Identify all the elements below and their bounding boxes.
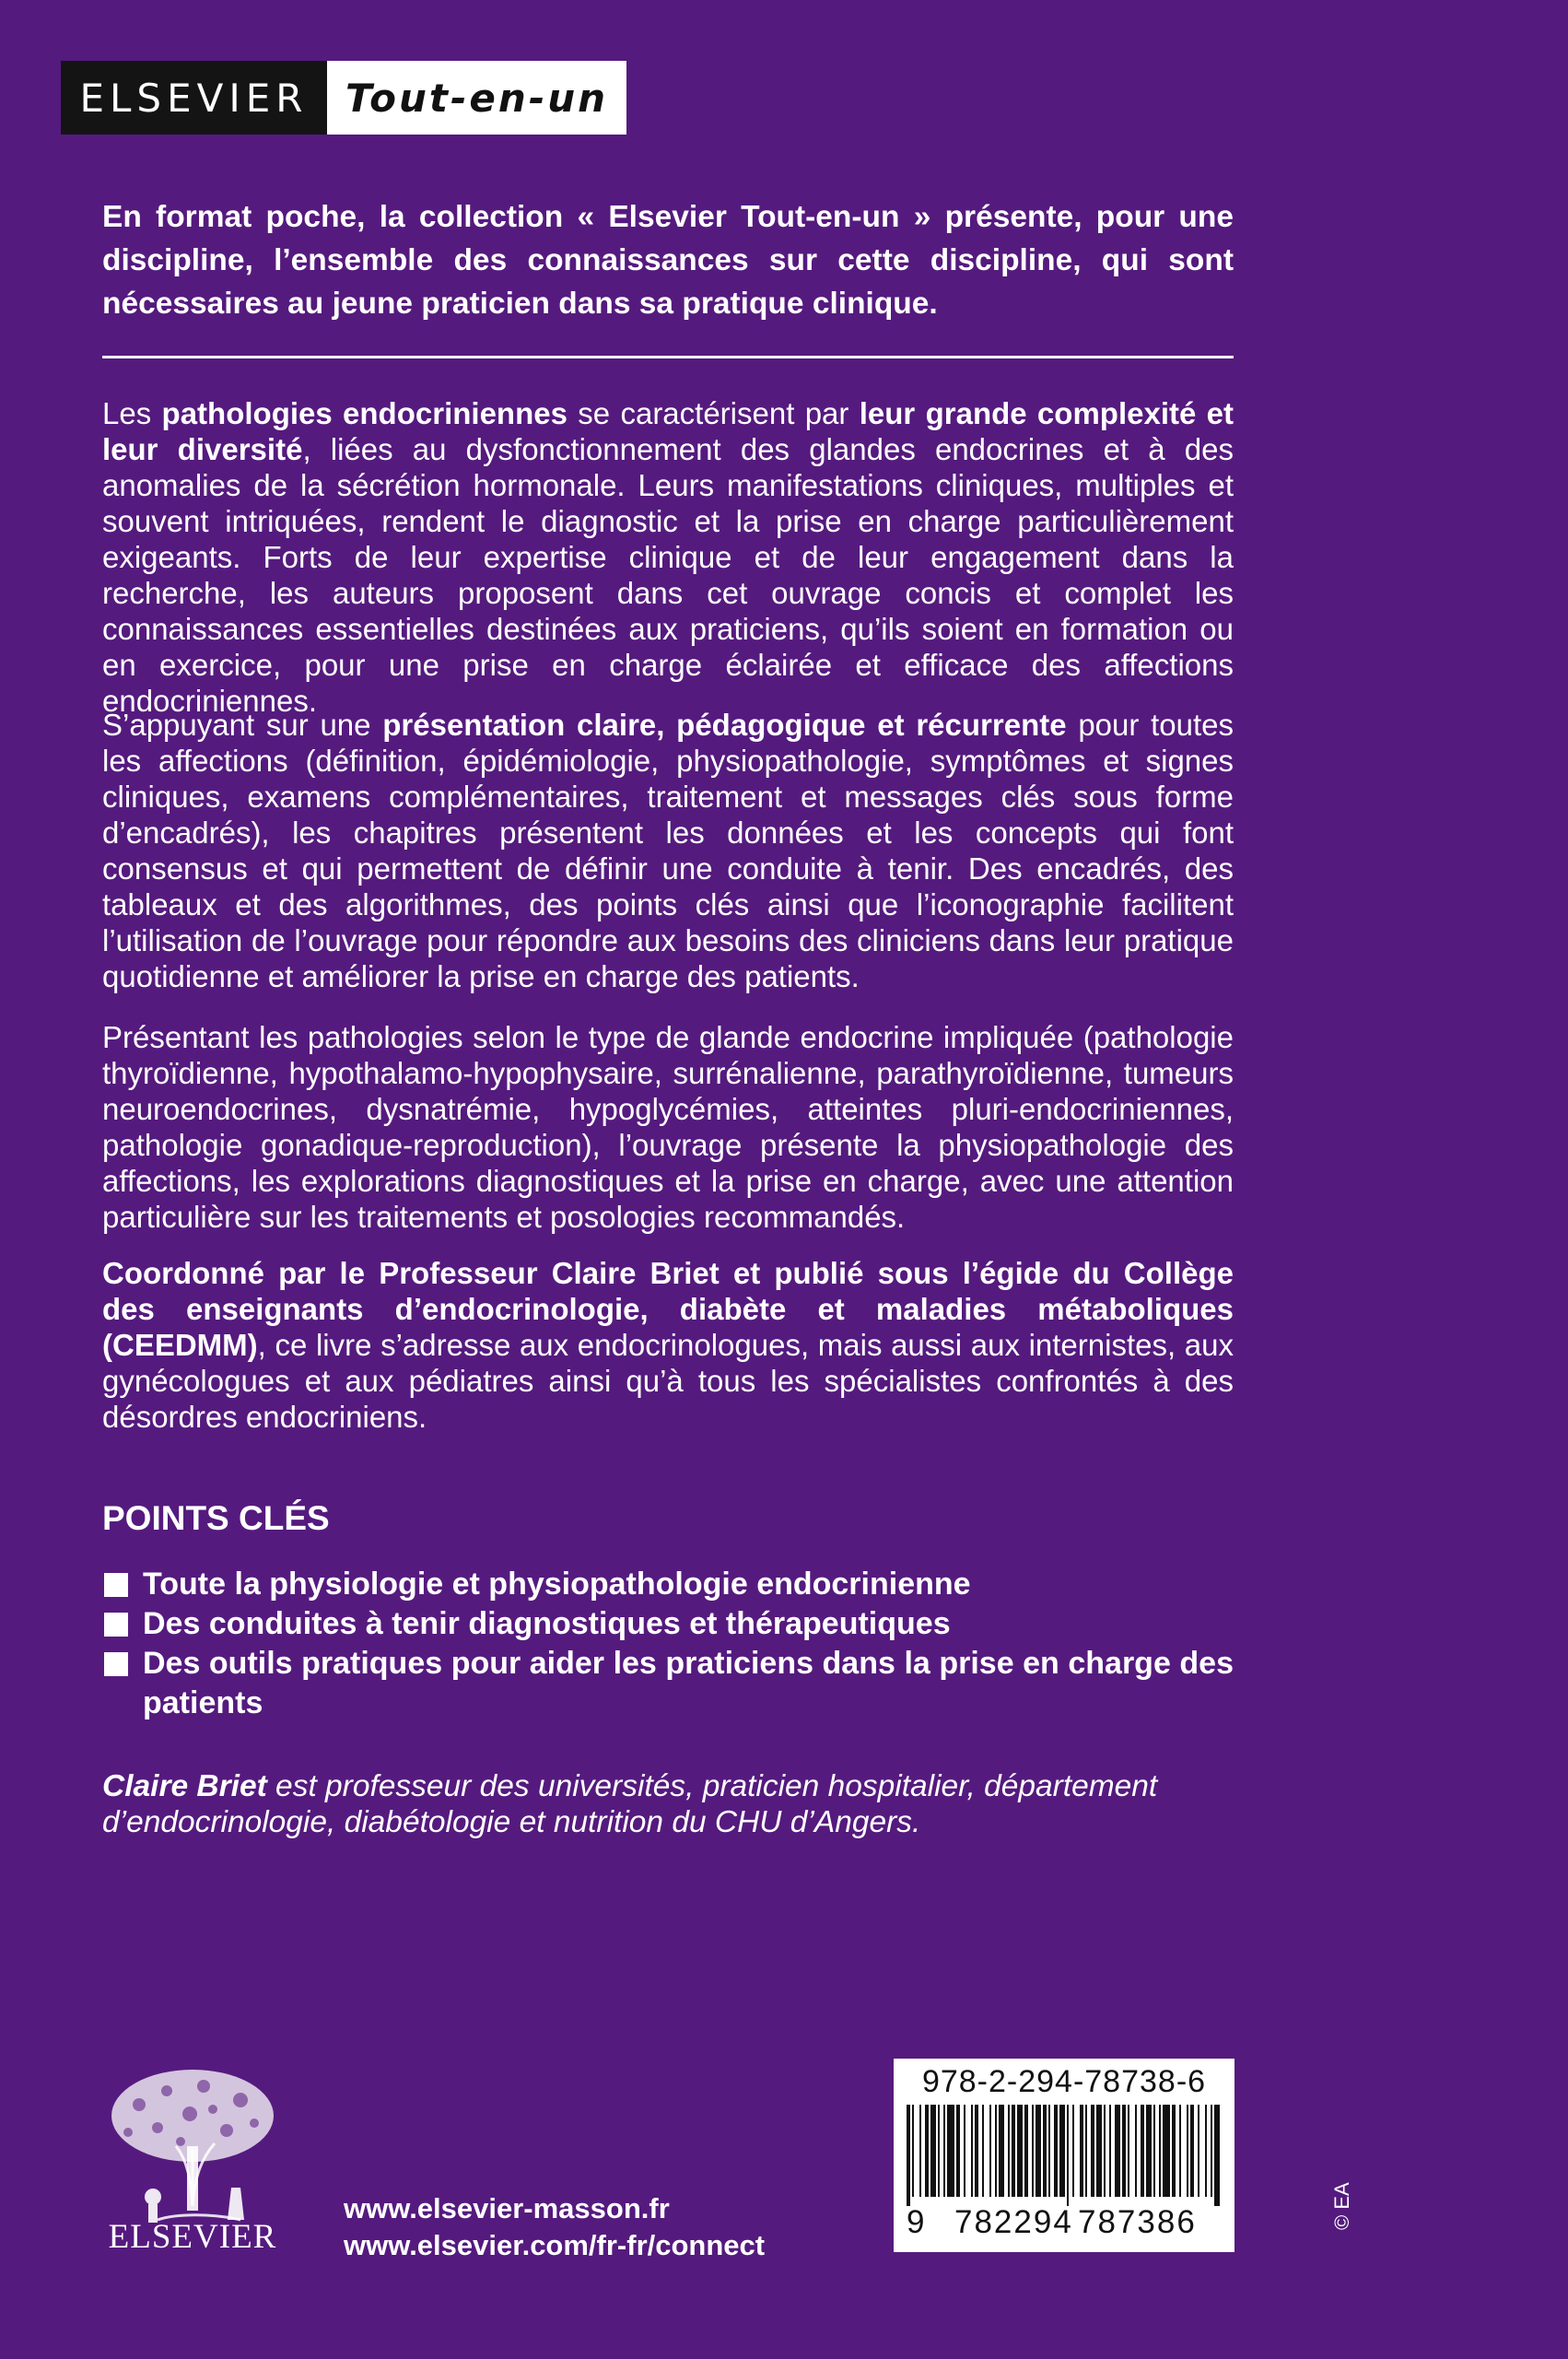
p4-bold-1: Coordonné par le Professeur Claire Briet et publié sous l’égide du Collège des enseignants d’endocrinologie, diabète et maladies métaboliques (CEEDMM) <box>102 1256 1234 1362</box>
barcode-bar <box>1141 2105 1144 2197</box>
intro-text: En format poche, la collection « Elsevier Tout-en-un » présente, pour une discipline, l’ensemble des connaissances sur cette discipline, qui sont nécessaires au jeune praticien dans sa pratique clinique. <box>102 200 1234 321</box>
collection-banner <box>61 61 626 135</box>
author-description: est professeur des universités, praticien hospitalier, département d’endocrinologie, diabétologie et nutrition du CHU d’Angers. <box>102 1769 1158 1839</box>
ean-left-group: 782294 <box>954 2204 1073 2240</box>
barcode-bar <box>947 2105 954 2197</box>
barcode-bar <box>1172 2105 1176 2197</box>
barcode-bar <box>1091 2105 1094 2197</box>
barcode-bar <box>995 2105 997 2197</box>
p1-text-d: , liées au dysfonctionnement des glandes endocrines et à des anomalies de la sécrétion hormonale. Leurs manifestations cliniques, multiples et souvent intriquées, rendent le diagnostic et la prise en charge particulièrement exigeants. Forts de leur expertise clinique et de leur engagement dans la recherche, les auteurs proposent dans cet ouvrage concis et complet les connaissances essentielles destinées aux praticiens, qu’ils soient en formation ou en exercice, pour une prise en charge éclairée et efficace des affections endocriniennes. <box>102 432 1234 718</box>
barcode-bar <box>907 2105 910 2206</box>
p1-bold-2: leur grande complexité et leur diversité <box>102 396 1235 466</box>
square-bullet-icon <box>104 1652 128 1676</box>
barcode-bar <box>1072 2105 1074 2197</box>
barcode-bar <box>1128 2105 1129 2197</box>
barcode-box <box>894 2059 1235 2252</box>
barcode-bar <box>1067 2105 1069 2206</box>
barcode-bar <box>999 2105 1004 2197</box>
barcode-bar <box>1054 2105 1058 2197</box>
barcode-bar <box>1187 2105 1188 2197</box>
barcode-bar <box>1115 2105 1120 2197</box>
barcode-bar <box>1043 2105 1047 2197</box>
barcode-bar <box>1032 2105 1034 2197</box>
barcode-bar <box>1146 2105 1152 2197</box>
barcode-bar <box>1190 2105 1194 2197</box>
square-bullet-icon <box>104 1573 128 1597</box>
barcode-bar <box>1085 2105 1087 2197</box>
barcode-bar <box>975 2105 978 2197</box>
list-item <box>102 1644 1234 1723</box>
author-bio <box>102 1768 1234 1840</box>
paragraph-4 <box>102 1255 1234 1435</box>
paragraph-2 <box>102 707 1234 994</box>
barcode-bar <box>971 2105 973 2197</box>
barcode-bar <box>989 2105 991 2197</box>
barcode-bar <box>1096 2105 1102 2197</box>
points-cles-title: POINTS CLÉS <box>102 1499 330 1537</box>
barcode-bar <box>1214 2105 1220 2206</box>
p2-text-a: S’appuyant sur une <box>102 708 383 742</box>
barcode-bar <box>1179 2105 1181 2197</box>
barcode-bar <box>1109 2105 1111 2197</box>
banner-publisher: ELSEVIER <box>61 61 327 135</box>
barcode-bar <box>1163 2105 1170 2197</box>
elsevier-wordmark: ELSEVIER <box>108 2218 277 2256</box>
barcode-bar <box>925 2105 929 2197</box>
paragraph-1 <box>102 395 1234 719</box>
barcode-bar <box>1080 2105 1083 2197</box>
p1-text-c: se caractérisent par <box>567 396 860 430</box>
p2-bold-1: présentation claire, pédagogique et récurrente <box>382 708 1067 742</box>
barcode-bar <box>919 2105 921 2197</box>
divider <box>102 356 1234 358</box>
barcode-bar <box>912 2105 914 2197</box>
barcode-bar <box>1211 2105 1212 2197</box>
isbn-number: 978-2-294-78738-6 <box>921 2064 1207 2099</box>
list-item <box>102 1604 1234 1644</box>
list-item <box>102 1565 1234 1604</box>
barcode-bar <box>1153 2105 1155 2197</box>
square-bullet-icon <box>104 1613 128 1637</box>
banner-collection: Tout-en-un <box>327 61 626 135</box>
barcode-bar <box>1205 2105 1207 2197</box>
barcode-bar <box>1024 2105 1028 2197</box>
barcode-bar <box>1008 2105 1010 2197</box>
barcode-bar <box>964 2105 965 2197</box>
list-item-text: Des outils pratiques pour aider les praticiens dans la prise en charge des patients <box>143 1646 1234 1720</box>
p4-text-c: , ce livre s’adresse aux endocrinologues, mais aussi aux internistes, aux gynécologues et aux pédiatres ainsi qu’à tous les spécialistes confrontés à des désordres endocriniens. <box>102 1328 1234 1434</box>
barcode-bar <box>1198 2105 1199 2197</box>
p1-text-a: Les <box>102 396 162 430</box>
barcode-bar <box>930 2105 936 2197</box>
paragraph-3: Présentant les pathologies selon le type de glande endocrine impliquée (pathologie thyroïdienne, hypothalamo-hypophysaire, surrénalienne, parathyroïdienne, tumeurs neuroendocrines, dysnatrémie, hypoglycémies, atteintes pluri-endocriniennes, pathologie gonadique-reproduction), l’ouvrage présente la physiopathologie des affections, les explorations diagnostiques et la prise en charge, avec une attention particulière sur les traitements et posologies recommandés. <box>102 1020 1234 1234</box>
p1-bold-1: pathologies endocriniennes <box>161 396 568 430</box>
barcode-bar <box>1059 2105 1065 2197</box>
barcode-icon <box>907 2105 1222 2206</box>
barcode-bar <box>1012 2105 1015 2197</box>
barcode-bar <box>1135 2105 1137 2197</box>
list-item-text: Toute la physiologie et physiopathologie endocrinienne <box>143 1567 971 1602</box>
author-name: Claire Briet <box>102 1769 267 1803</box>
points-cles-list <box>102 1565 1234 1723</box>
barcode-bar <box>938 2105 940 2197</box>
ean-right-group: 787386 <box>1078 2204 1197 2240</box>
ean-first-digit: 9 <box>907 2204 927 2240</box>
barcode-bar <box>1104 2105 1106 2197</box>
barcode-bar <box>1017 2105 1023 2197</box>
barcode-bar <box>982 2105 984 2197</box>
barcode-bar <box>1036 2105 1041 2197</box>
barcode-bar <box>1048 2105 1050 2197</box>
url-elsevier-masson: www.elsevier-masson.fr <box>344 2192 670 2224</box>
barcode-bar <box>956 2105 960 2197</box>
barcode-bar <box>1159 2105 1161 2197</box>
website-links <box>344 2190 765 2264</box>
list-item-text: Des conduites à tenir diagnostiques et thérapeutiques <box>143 1606 951 1641</box>
barcode-bar <box>943 2105 945 2197</box>
url-elsevier-connect: www.elsevier.com/fr-fr/connect <box>344 2229 766 2261</box>
p2-text-c: pour toutes les affections (définition, épidémiologie, physiopathologie, symptômes et signes cliniques, examens complémentaires, traitement et messages clés sous forme d’encadrés), les chapitres présentent les données et les concepts qui font consensus et qui permettent de définir une conduite à tenir. Des encadrés, des tableaux et des algorithmes, des points clés ainsi que l’iconographie facilitent l’utilisation de l’ouvrage pour répondre aux besoins des cliniciens dans leur pratique quotidienne et améliorer la prise en charge des patients. <box>102 708 1235 993</box>
barcode-bar <box>1122 2105 1126 2197</box>
copyright-credit: © EA <box>1330 2182 1353 2230</box>
